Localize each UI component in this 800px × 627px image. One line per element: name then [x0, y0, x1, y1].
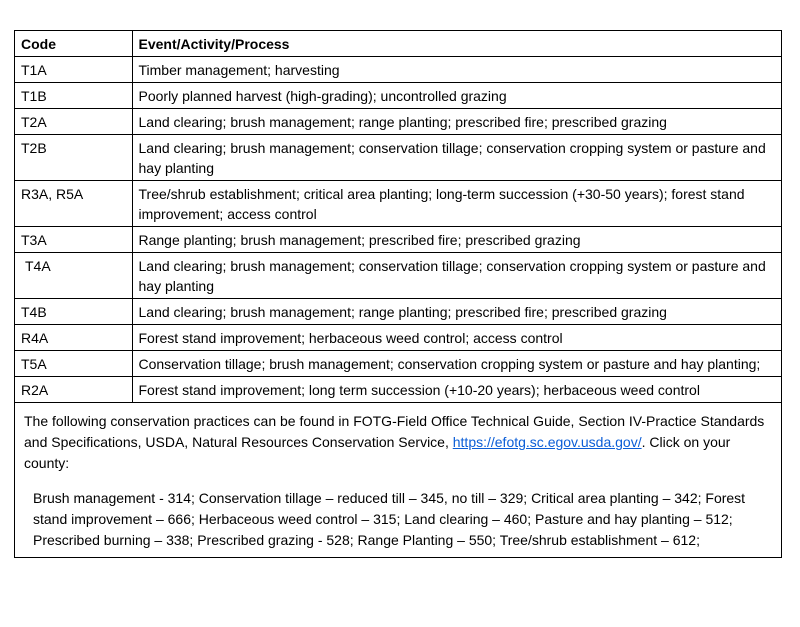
footer-intro: [24, 411, 773, 474]
code-cell: R4A: [15, 325, 132, 351]
event-cell: Tree/shrub establishment; critical area planting; long-term succession (+30-50 years); forest stand improvement; access control: [132, 181, 781, 227]
event-cell: Conservation tillage; brush management; conservation cropping system or pasture and hay planting;: [132, 351, 781, 377]
footer-intro-tail: . Click on your county:: [24, 434, 731, 471]
code-cell: R3A, R5A: [15, 181, 132, 227]
event-cell: Timber management; harvesting: [132, 57, 781, 83]
code-cell: T1A: [15, 57, 132, 83]
event-cell: Land clearing; brush management; range planting; prescribed fire; prescribed grazing: [132, 299, 781, 325]
event-cell: Land clearing; brush management; conservation tillage; conservation cropping system or pasture and hay planting: [132, 253, 781, 299]
footer-intro-text: The following conservation practices can be found in FOTG-Field Office Technical Guide, Section IV-Practice Standards and Specifications, USDA, Natural Resources Conservation Service,: [24, 413, 765, 450]
event-cell: Forest stand improvement; herbaceous weed control; access control: [132, 325, 781, 351]
code-cell: T2A: [15, 109, 132, 135]
code-cell: T4A: [15, 253, 132, 299]
column-header-event: Event/Activity/Process: [132, 31, 781, 57]
event-cell: Forest stand improvement; long term succession (+10-20 years); herbaceous weed control: [132, 377, 781, 403]
column-header-code: Code: [15, 31, 132, 57]
practice-codes-list: Brush management - 314; Conservation tillage – reduced till – 345, no till – 329; Critical area planting – 342; Forest stand improvement – 666; Herbaceous weed control – 315; Land clearing – 460; Pasture and hay planting – 512; Prescribed burning – 338; Prescribed grazing - 528; Range Planting – 550; Tree/shrub establishment – 612;: [33, 490, 746, 548]
table-row: [15, 181, 781, 227]
code-cell: T2B: [15, 135, 132, 181]
table-row: [15, 83, 781, 109]
table-row: [15, 325, 781, 351]
event-cell: Land clearing; brush management; conservation tillage; conservation cropping system or pasture and hay planting: [132, 135, 781, 181]
event-cell: Land clearing; brush management; range planting; prescribed fire; prescribed grazing: [132, 109, 781, 135]
table-row: [15, 135, 781, 181]
table-row: [15, 299, 781, 325]
events-table: [15, 31, 781, 403]
efotg-link[interactable]: https://efotg.sc.egov.usda.gov/: [452, 434, 642, 450]
footer-note: [15, 403, 781, 557]
table-row: [15, 57, 781, 83]
practice-document: [14, 30, 782, 558]
table-row: [15, 253, 781, 299]
event-cell: Range planting; brush management; prescribed fire; prescribed grazing: [132, 227, 781, 253]
code-cell: T3A: [15, 227, 132, 253]
event-cell: Poorly planned harvest (high-grading); uncontrolled grazing: [132, 83, 781, 109]
code-cell: R2A: [15, 377, 132, 403]
code-cell: T1B: [15, 83, 132, 109]
header-row: [15, 31, 781, 57]
table-row: [15, 377, 781, 403]
code-cell: T4B: [15, 299, 132, 325]
table-row: [15, 227, 781, 253]
code-cell: T5A: [15, 351, 132, 377]
table-row: [15, 351, 781, 377]
table-row: [15, 109, 781, 135]
